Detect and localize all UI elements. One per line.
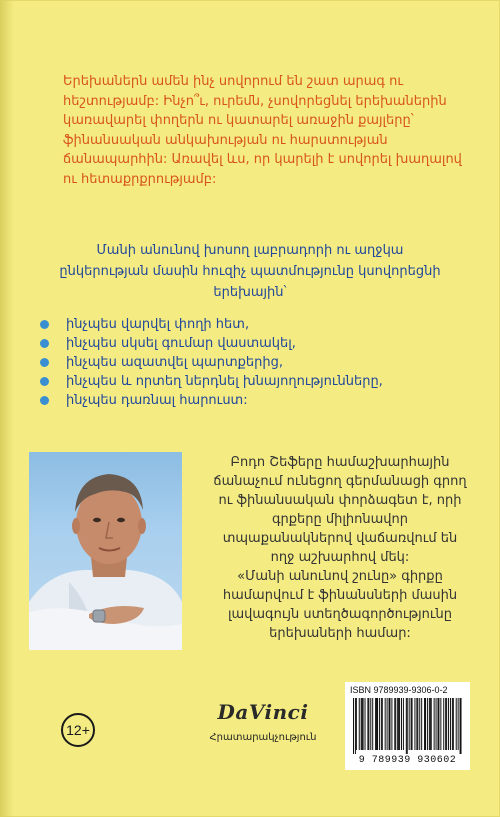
bio-line: համարվում է ֆինանսների մասին: [222, 588, 458, 603]
subtitle-line: երեխային՝: [213, 285, 287, 300]
list-item: [40, 334, 460, 353]
bio-line: լավագույն ստեղծագործությունը: [227, 607, 453, 622]
list-item: [40, 315, 460, 334]
bio-line: «Մանի անունով շունը» գիրքը: [237, 569, 443, 584]
isbn-label: ISBN 9789939-9306-0-2: [350, 685, 448, 695]
publisher-logo: DaVinci: [217, 700, 309, 724]
bio-line: գրքերը միլիոնավոր: [271, 512, 409, 527]
author-bio: [200, 453, 480, 643]
list-item: [40, 372, 460, 391]
bio-line: ճանաչում ունեցող գերմանացի գրող: [213, 474, 467, 489]
list-item-text: ինչպես ազատվել պարտքերից,: [66, 355, 283, 370]
spine-shadow: [0, 0, 14, 817]
bullet-dot-icon: [40, 339, 49, 348]
barcode-number: 9 789939 930602: [358, 755, 457, 766]
intro-line: ճանապարհին: Առավել ևս, որ կարելի է սովորել խաղալով: [63, 152, 462, 167]
lesson-list: [40, 315, 460, 410]
subtitle-line: ընկերության մասին հուզիչ պատմությունը կսովորեցնի: [59, 264, 441, 279]
bullet-dot-icon: [40, 377, 49, 386]
list-item-text: ինչպես դառնալ հարուստ:: [66, 393, 248, 408]
bio-line: ողջ աշխարհով մեկ:: [270, 550, 410, 565]
bio-line: երեխաների համար:: [269, 626, 411, 641]
list-item: [40, 353, 460, 372]
intro-line: ու հետաքրքրությամբ:: [63, 171, 217, 187]
intro-line: Երեխաներն ամեն ինչ սովորում են շատ արագ ու: [63, 74, 404, 89]
bio-line: Բոդո Շեֆերը համաշխարհային: [230, 455, 450, 470]
isbn-barcode: [345, 682, 470, 770]
author-portrait-illustration: [29, 452, 182, 650]
bio-line: տպաքանակներով վաճառվում են: [222, 531, 458, 546]
intro-line: կառավարել փողերն ու կատարել առաջին քայլերը՝: [63, 113, 414, 128]
bullet-dot-icon: [40, 396, 49, 405]
subtitle-line: Մանի անունով խոսող լաբրադորի ու աղջկա: [96, 243, 404, 258]
subtitle-paragraph: [40, 240, 460, 303]
intro-paragraph: [63, 72, 473, 189]
barcode-icon: [349, 698, 466, 754]
author-photo: [29, 452, 182, 650]
list-item-text: ինչպես և որտեղ ներդնել խնայողությունները,: [66, 374, 383, 389]
list-item: [40, 391, 460, 410]
intro-line: հեշտությամբ: Ինչո՞ւ, ուրեմն, չսովորեցնել երեխաներին: [63, 93, 447, 109]
bullet-dot-icon: [40, 320, 49, 329]
intro-line: ֆինանսական անկախության ու հարստության: [63, 132, 388, 148]
publisher-label: Հրատարակչություն: [209, 732, 317, 743]
bullet-dot-icon: [40, 358, 49, 367]
age-rating-badge: 12+: [61, 713, 95, 747]
list-item-text: ինչպես վարվել փողի հետ,: [66, 317, 250, 332]
bio-line: ու ֆինանսական փորձագետ է, որի: [218, 493, 462, 508]
list-item-text: ինչպես սկսել գումար վաստակել,: [66, 336, 296, 351]
